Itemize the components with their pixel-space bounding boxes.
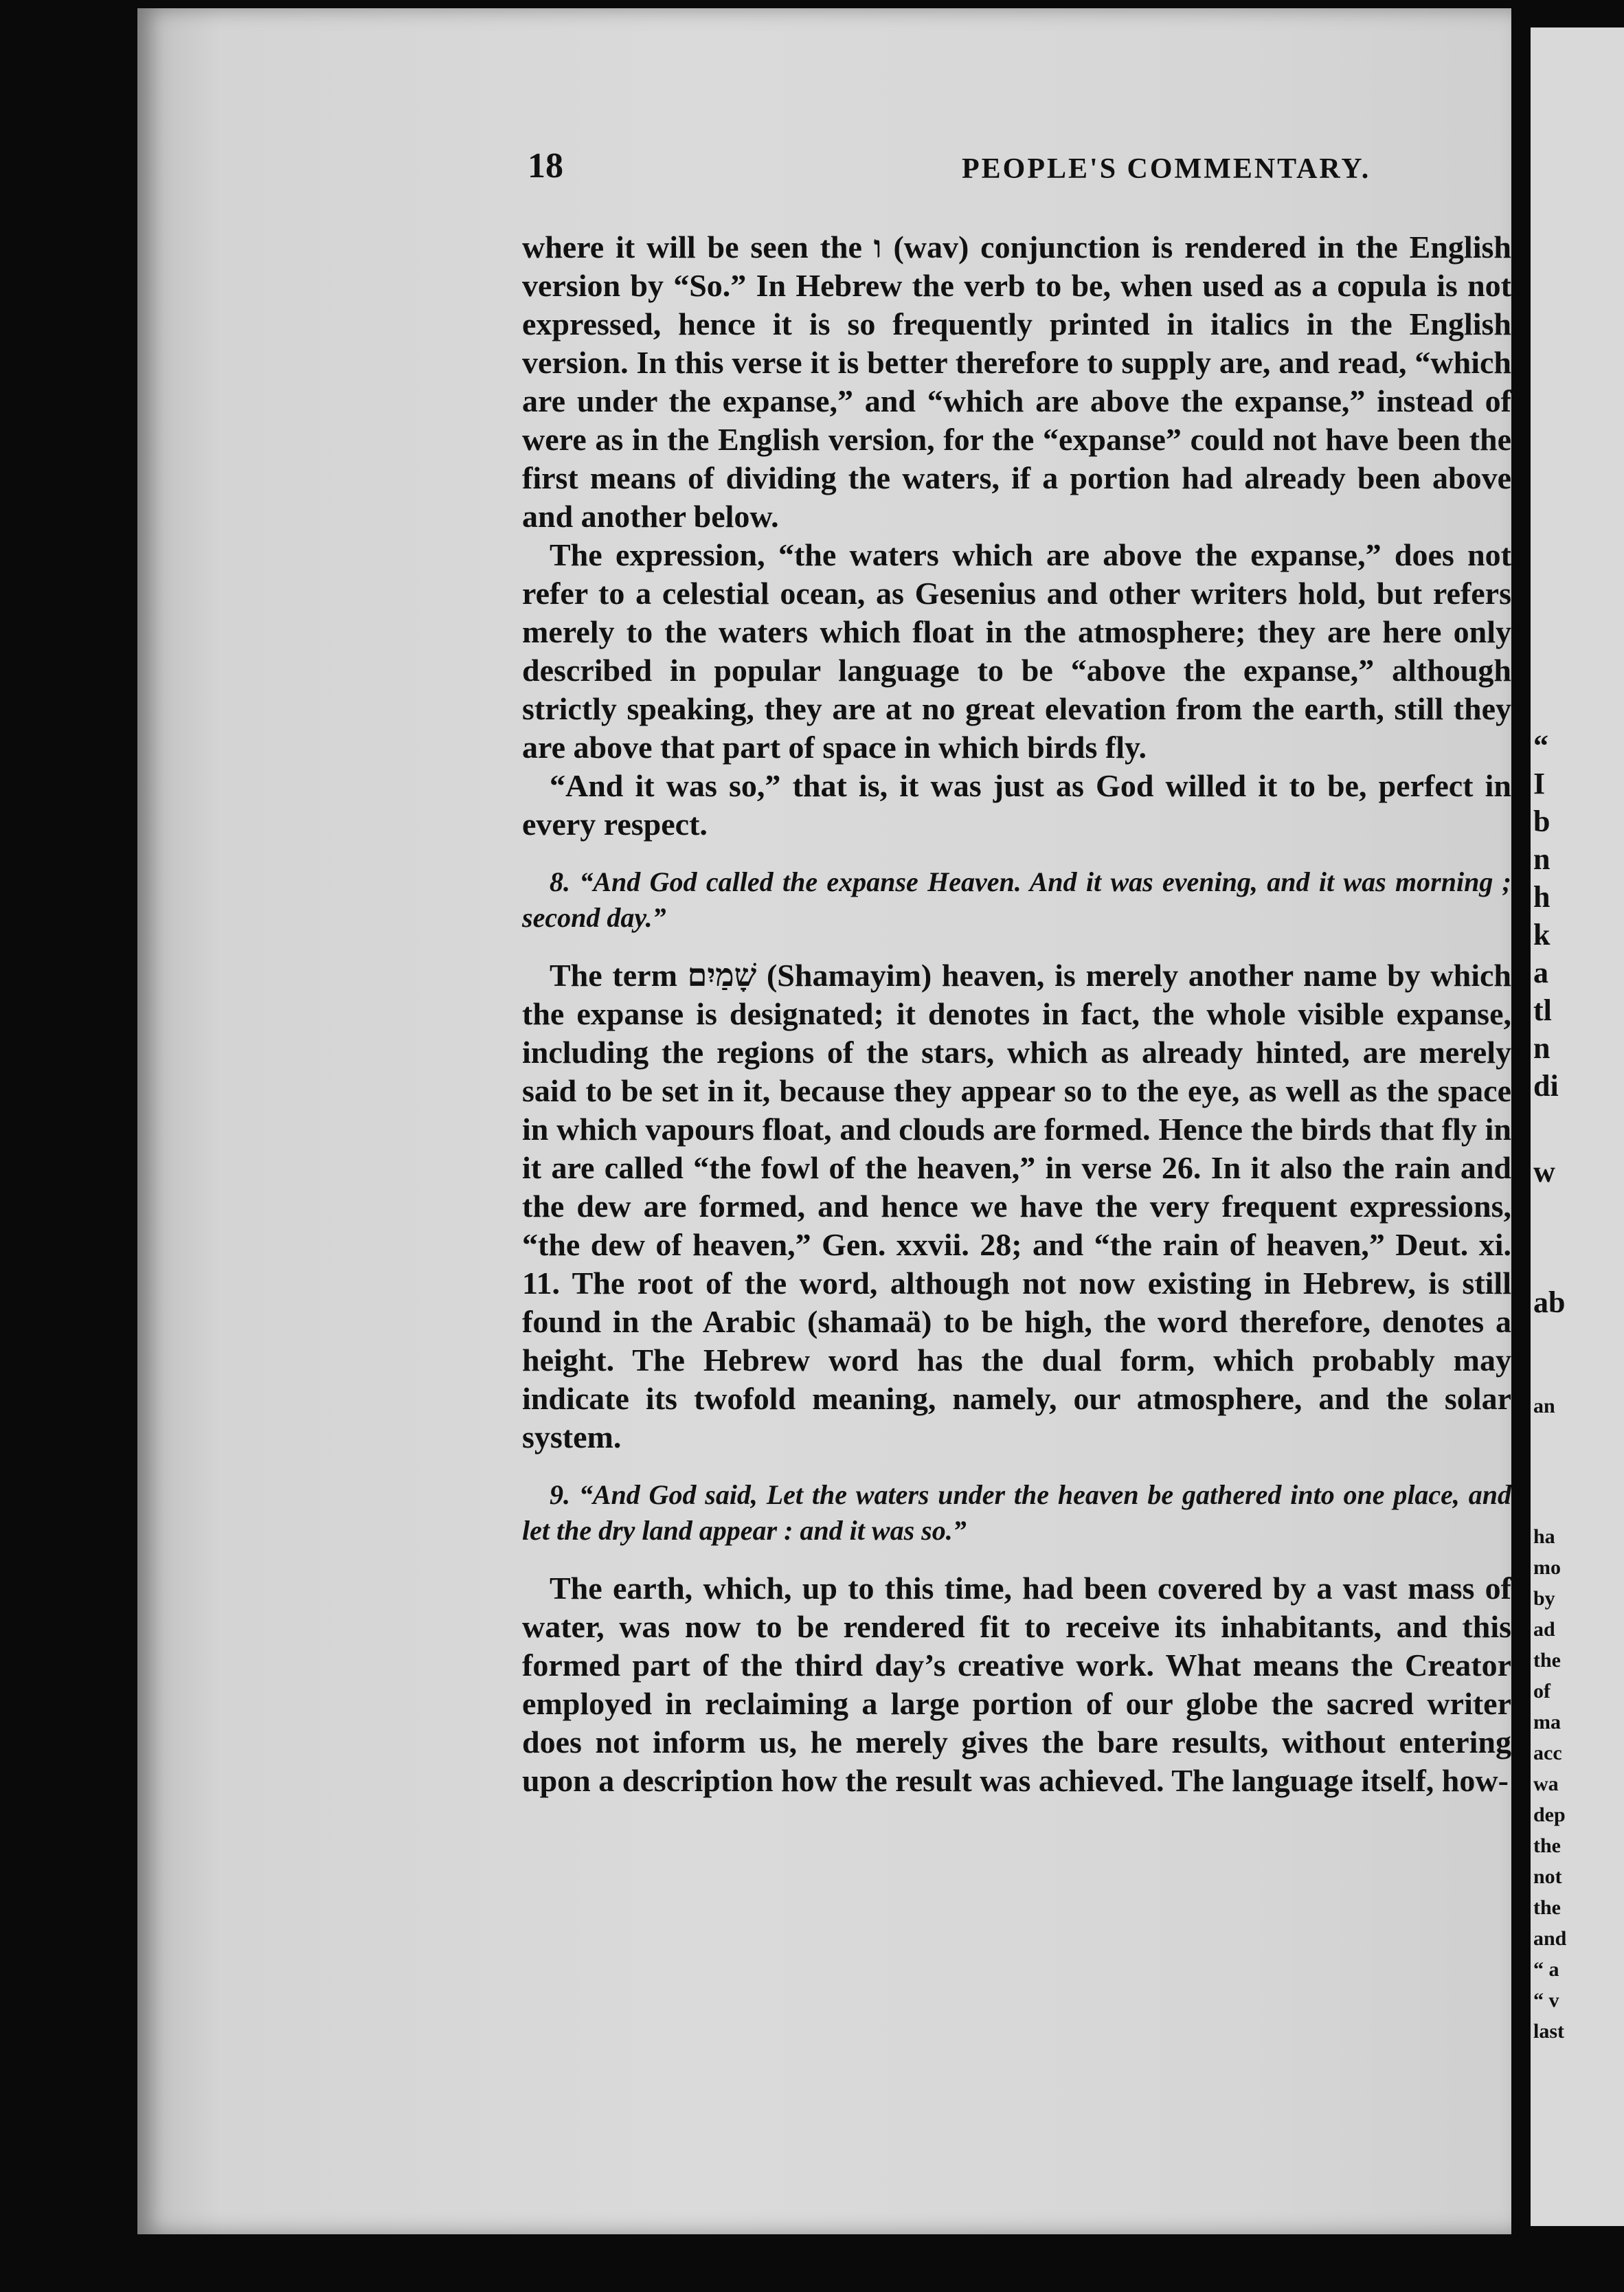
paragraph-and-it-was-so: “And it was so,” that is, it was just as God willed it to be, perfect in every respect. <box>522 768 1511 842</box>
next-page-fragment: di <box>1533 1069 1559 1103</box>
next-page-fragment: h <box>1533 880 1550 914</box>
next-page-fragment: ma <box>1533 1711 1561 1733</box>
next-page-fragment: mo <box>1533 1556 1561 1579</box>
next-page-fragment: by <box>1533 1587 1555 1610</box>
verse-8: 8. “And God called the expanse Heaven. And it was evening, and it was morning ; second day.” <box>522 866 1511 933</box>
page-header <box>385 146 1539 201</box>
next-page-fragment: n <box>1533 842 1550 876</box>
next-page-fragment: “ a <box>1533 1958 1559 1981</box>
paragraph-continuation: where it will be seen the ו (wav) conjunction is rendered in the English version by “So.” In Hebrew the verb to be, when used as a copula is not expressed, hence it is so frequently printed in italics in the English version. In this verse it is better therefore to supply are, and read, “which are under the expanse,” and “which are above the expanse,” instead of were as in the English version, for the “expanse” could not have been the first means of dividing the waters, if a portion had already been above and another below. <box>522 229 1511 534</box>
next-page-fragment: tl <box>1533 993 1552 1027</box>
next-page-fragment: “ v <box>1533 1989 1559 2012</box>
next-page-fragment: last <box>1533 2020 1564 2043</box>
next-page-fragment: ad <box>1533 1618 1555 1641</box>
next-page-fragment: acc <box>1533 1742 1562 1764</box>
next-page-fragment: dep <box>1533 1804 1566 1826</box>
next-page-fragment: I <box>1533 767 1546 800</box>
next-page-fragment: “ <box>1533 729 1548 763</box>
page-content <box>385 146 1539 1798</box>
verse-9: 9. “And God said, Let the waters under the heaven be gathered into one place, and let the dry land appear : and it was so.” <box>522 1479 1511 1546</box>
next-page-fragment: ha <box>1533 1525 1555 1548</box>
next-page-edge <box>1531 27 1624 2226</box>
paragraph-celestial-ocean: The expression, “the waters which are above the expanse,” does not refer to a celestial ocean, as Gesenius and other writers hold, but refers merely to the waters which float in the atmosphere; they are here only described in popular language to be “above the expanse,” although strictly speaking, they are at no great elevation from the earth, still they are above that part of space in which birds fly. <box>522 537 1511 765</box>
page-number: 18 <box>528 146 563 186</box>
next-page-fragment: wa <box>1533 1773 1559 1795</box>
paragraph-shamayim: The term שָׁמַיִם (Shamayim) heaven, is merely another name by which the expanse is designated; it denotes in fact, the whole visible expanse, including the regions of the stars, which as already hinted, are merely said to be set in it, because they appear so to the eye, as well as the space in which vapours float, and clouds are formed. Hence the birds that fly in it are called “the fowl of the heaven,” in verse 26. In it also the rain and the dew are formed, and hence we have the very frequent expressions, “the dew of heaven,” Gen. xxvii. 28; and “the rain of heaven,” Deut. xi. 11. The root of the word, although not now existing in Hebrew, is still found in the Arabic (shamaä) to be high, the word therefore, denotes a height. The Hebrew word has the dual form, which probably may indicate its twofold meaning, namely, our atmosphere, and the solar system. <box>522 958 1511 1454</box>
body-text <box>522 228 1511 1800</box>
next-page-fragment: b <box>1533 805 1550 838</box>
next-page-fragment: not <box>1533 1865 1562 1888</box>
next-page-fragment: k <box>1533 918 1550 952</box>
paragraph-earth: The earth, which, up to this time, had been covered by a vast mass of water, was now to be rendered fit to receive its inhabitants, and this formed part of the third day’s creative work. What means the Creator employed in reclaiming a large portion of our globe the sacred writer does not inform us, he merely gives the bare results, without entering upon a description how the result was achieved. The language itself, how- <box>522 1571 1511 1798</box>
next-page-fragment: of <box>1533 1680 1550 1703</box>
next-page-fragment: the <box>1533 1896 1561 1919</box>
next-page-fragment: a <box>1533 956 1548 989</box>
running-head: PEOPLE'S COMMENTARY. <box>962 153 1371 185</box>
next-page-fragment: and <box>1533 1927 1567 1950</box>
next-page-fragment: the <box>1533 1834 1561 1857</box>
next-page-fragment: n <box>1533 1031 1550 1065</box>
next-page-fragment: an <box>1533 1395 1555 1417</box>
book-page <box>137 8 1511 2234</box>
next-page-fragment: w <box>1533 1155 1555 1189</box>
next-page-fragment: the <box>1533 1649 1561 1672</box>
next-page-fragment: ab <box>1533 1285 1566 1319</box>
